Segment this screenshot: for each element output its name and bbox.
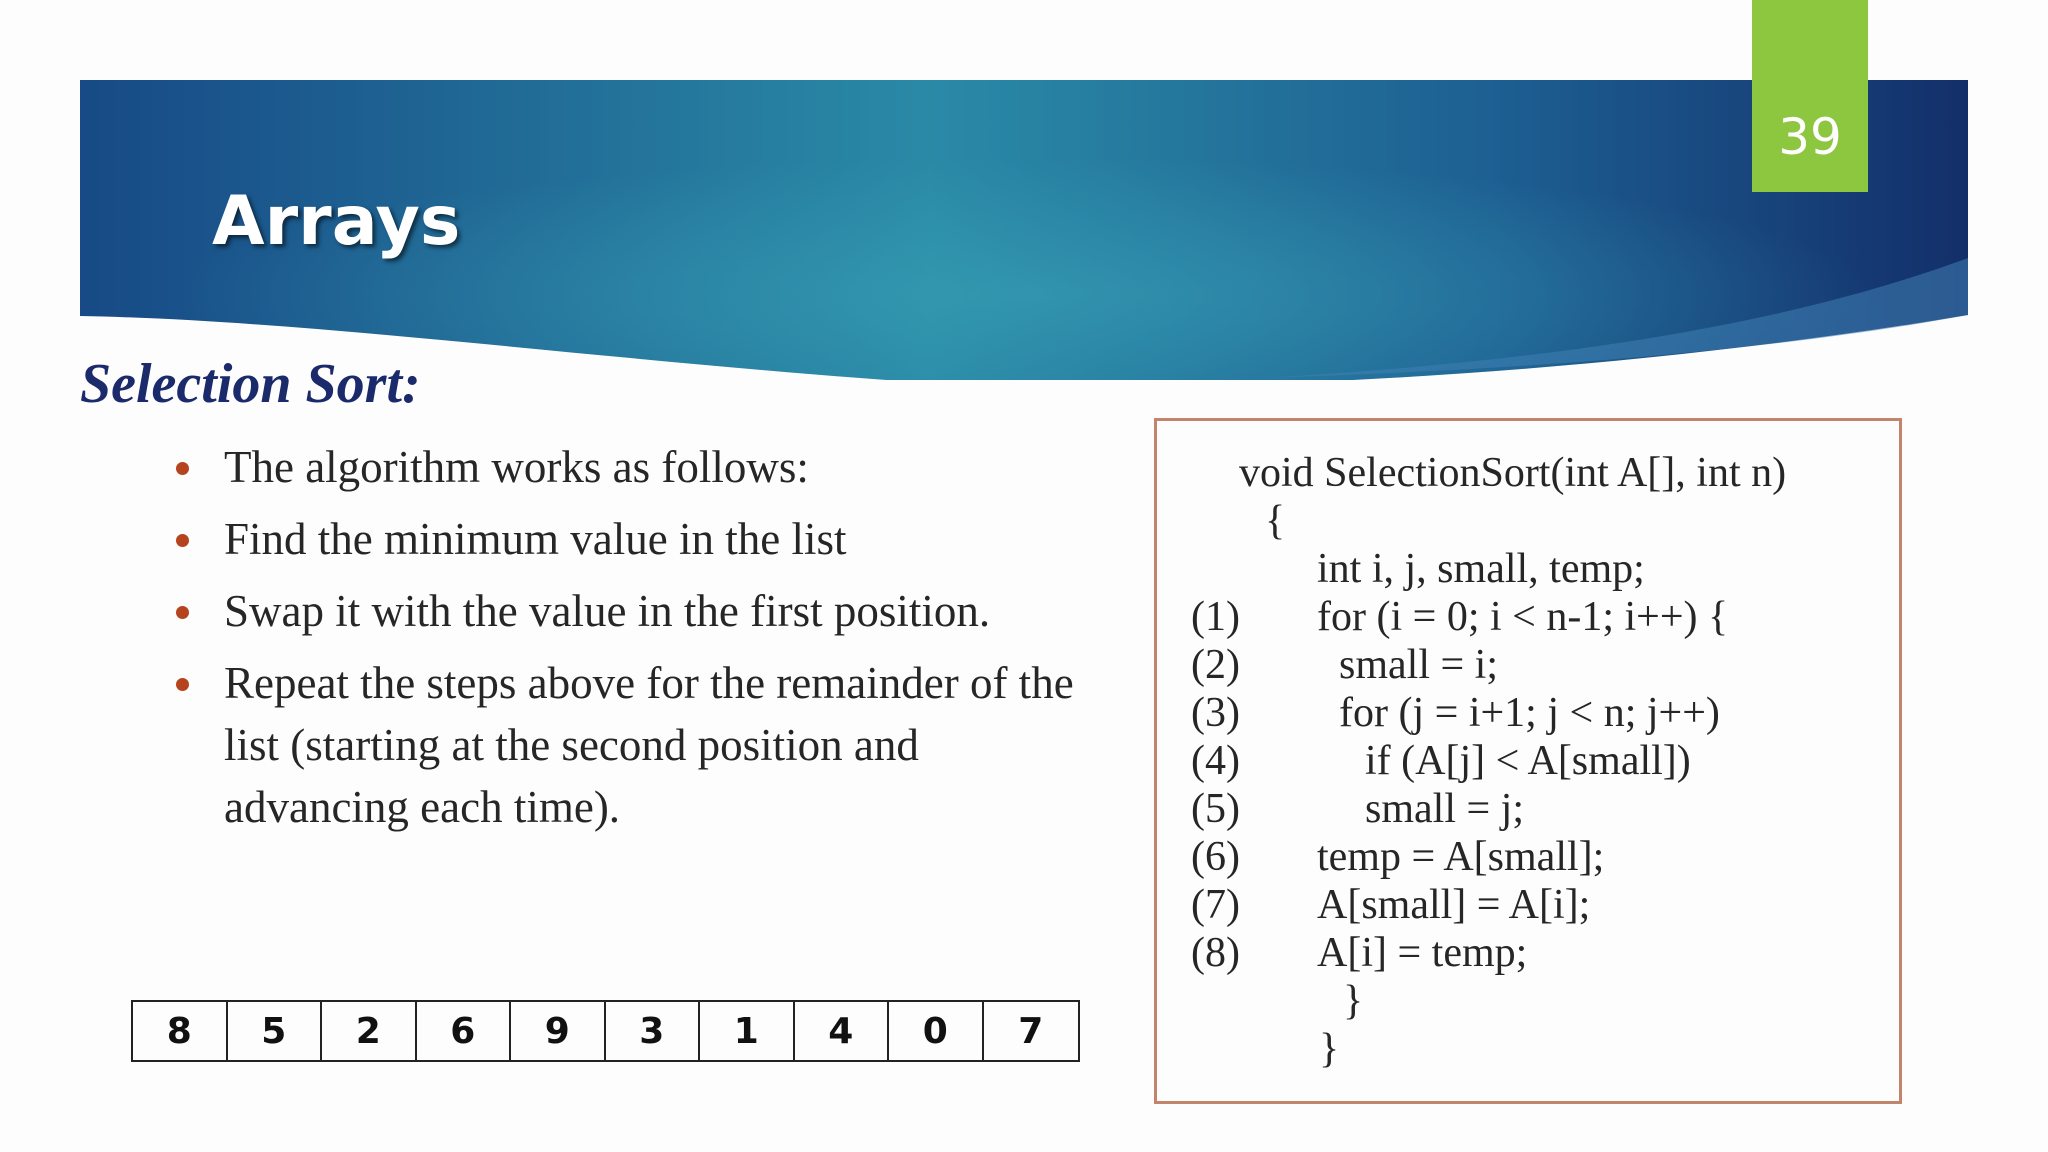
array-cell: 2 xyxy=(322,1002,417,1060)
array-cell: 0 xyxy=(889,1002,984,1060)
array-cell: 3 xyxy=(606,1002,701,1060)
array-strip xyxy=(131,1000,1080,1062)
array-cell: 1 xyxy=(700,1002,795,1060)
code-line-number: (6) xyxy=(1191,834,1240,880)
bullet-dot-icon xyxy=(176,606,189,619)
array-cell: 5 xyxy=(228,1002,323,1060)
bullet-dot-icon xyxy=(176,534,189,547)
code-line: for (i = 0; i < n-1; i++) { xyxy=(1317,594,1729,640)
page-number-badge xyxy=(1752,0,1868,192)
code-line: for (j = i+1; j < n; j++) xyxy=(1339,690,1720,736)
array-cell: 7 xyxy=(1018,1010,1044,1052)
page-number: 39 xyxy=(1778,108,1842,166)
bullet-list xyxy=(168,436,1088,848)
code-signature: void SelectionSort(int A[], int n) xyxy=(1239,450,1787,496)
bullet-dot-icon xyxy=(176,462,189,475)
code-box xyxy=(1154,418,1902,1104)
section-heading: Selection Sort: xyxy=(80,353,421,415)
code-inner-close-brace: } xyxy=(1343,978,1364,1024)
code-outer-close-brace: } xyxy=(1319,1026,1340,1072)
code-line: A[small] = A[i]; xyxy=(1317,882,1591,928)
code-line-number: (2) xyxy=(1191,642,1240,688)
bullet-text: Find the minimum value in the list xyxy=(224,514,847,564)
bullet-item xyxy=(168,508,1088,570)
code-line-number: (3) xyxy=(1191,690,1240,736)
code-line-number: (1) xyxy=(1191,594,1240,640)
bullet-item xyxy=(168,580,1088,642)
bullet-text: Repeat the steps above for the remainder of the list (starting at the second position and advancing each time). xyxy=(224,658,1074,832)
code-line-number: (7) xyxy=(1191,882,1240,928)
bullet-text: The algorithm works as follows: xyxy=(224,442,809,492)
slide-title: Arrays xyxy=(212,182,461,261)
bullet-dot-icon xyxy=(176,678,189,691)
code-line: small = i; xyxy=(1339,642,1499,688)
array-cell: 8 xyxy=(133,1002,228,1060)
code-line: if (A[j] < A[small]) xyxy=(1365,738,1691,784)
code-line: temp = A[small]; xyxy=(1317,834,1605,880)
code-line-number: (4) xyxy=(1191,738,1240,784)
array-cell: 6 xyxy=(417,1002,512,1060)
code-line-number: (5) xyxy=(1191,786,1240,832)
code-open-brace: { xyxy=(1265,498,1286,544)
bullet-text: Swap it with the value in the first position. xyxy=(224,586,991,636)
bullet-item xyxy=(168,652,1088,838)
code-line: A[i] = temp; xyxy=(1317,930,1528,976)
code-line-number: (8) xyxy=(1191,930,1240,976)
array-cell: 4 xyxy=(795,1002,890,1060)
code-line: small = j; xyxy=(1365,786,1525,832)
array-cell: 9 xyxy=(511,1002,606,1060)
bullet-item xyxy=(168,436,1088,498)
code-declaration: int i, j, small, temp; xyxy=(1317,546,1645,592)
